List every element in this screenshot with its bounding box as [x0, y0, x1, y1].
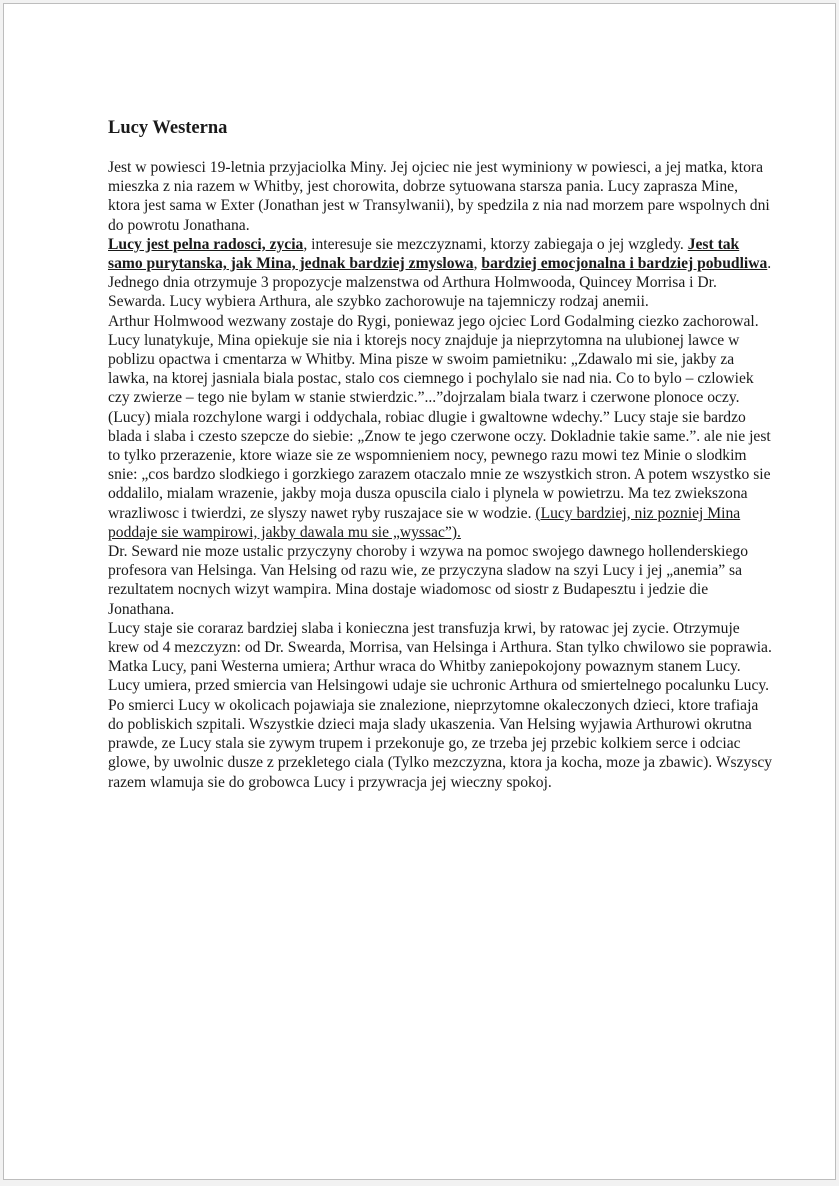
paragraph-text: Po smierci Lucy w okolicach pojawiaja sie znalezione, nieprzytomne okaleczonych dzieci, ktore trafiaja do pobliskich szpitali. Wszystkie dzieci maja slady ukaszenia. Van Helsing wyjawia Arthurowi okrutna prawde, ze Lucy stala sie zywym trupem i przekonuje go, ze trzeba jej przebic kolkiem serce i odciac glowe, by uwolnic dusze z przekletego ciala (Tylko mezczyzna, ktora ja kocha, moze ja zbawic). Wszyscy razem wlamuja sie do grobowca Lucy i przywracja jej wieczny spokoj.: [108, 696, 773, 791]
document-title: Lucy Westerna: [108, 118, 228, 138]
paragraph-text: Dr. Seward nie moze ustalic przyczyny choroby i wzywa na pomoc swojego dawnego hollenderskiego profesora van Helsinga. Van Helsing od razu wie, ze przyczyna sladow na szyi Lucy i jej „anemia” sa rezultatem nocnych wizyt wampira. Mina dostaje wiadomosc od siostr z Budapesztu i jedzie die Jonathana.: [108, 543, 749, 618]
underlined-text: (Lucy bardziej, niz pozniej Mina poddaje sie wampirowi, jakby dawala mu sie „wyssac”).: [108, 504, 741, 541]
paragraph: [108, 235, 773, 312]
paragraph: [108, 696, 773, 792]
paragraph: [108, 676, 773, 695]
document-body: [108, 158, 773, 792]
paragraph-text: . Jednego dnia otrzymuje 3 propozycje malzenstwa od Arthura Holmwooda, Quincey Morrisa i Dr. Sewarda. Lucy wybiera Arthura, ale szybko zachorowuje na tajemniczy rodzaj anemii.: [108, 255, 772, 311]
paragraph-text: Jest w powiesci 19-letnia przyjaciolka Miny. Jej ojciec nie jest wyminiony w powiesci, a jej matka, ktora mieszka z nia razem w Whitby, jest chorowita, dobrze sytuowana starsza pania. Lucy zaprasza Mine, ktora jest sama w Exter (Jonathan jest w Transylwanii), by spedzila z nia nad morzem pare wspolnych dni do powrotu Jonathana.: [108, 159, 770, 234]
emphasized-text: bardziej emocjonalna i bardziej pobudliwa: [481, 255, 768, 273]
paragraph: [108, 158, 773, 235]
paragraph-text: Lucy staje sie coraraz bardziej slaba i konieczna jest transfuzja krwi, by ratowac jej zycie. Otrzymuje krew od 4 mezczyzn: od Dr. Swearda, Morrisa, van Helsinga i Arthura. Stan tylko chwilowo sie poprawia. Matka Lucy, pani Westerna umiera; Arthur wraca do Whitby zaniepokojony powaznym stanem Lucy.: [108, 619, 772, 676]
paragraph: [108, 312, 773, 542]
paragraph-text: , interesuje sie mezczyznami, ktorzy zabiegaja o jej wzgledy.: [303, 235, 688, 253]
emphasized-text: Jest tak samo purytanska, jak Mina, jednak bardziej zmyslowa: [108, 235, 740, 273]
paragraph: [108, 542, 773, 619]
paragraph: [108, 619, 773, 677]
paragraph-text: ,: [473, 255, 482, 273]
document-page: [3, 3, 836, 1180]
paragraph-text: Arthur Holmwood wezwany zostaje do Rygi, poniewaz jego ojciec Lord Godalming ciezko zachorowal. Lucy lunatykuje, Mina opiekuje sie nia i ktorejs nocy znajduje ja nieprzytomna na ulubionej lawce w poblizu opactwa i cmentarza w Whitby. Mina pisze w swoim pamietniku: „Zdawalo mi sie, jakby za lawka, na ktorej jasniala biala postac, stalo cos ciemnego i pochylalo sie nad nia. Co to bylo – czlowiek czy zwierze – tego nie bylam w stanie stwierdzic.”...”dojrzalam biala twarz i czerwone plonoce oczy. (Lucy) miala rozchylone wargi i oddychala, robiac dlugie i gwaltowne wdechy.” Lucy staje sie bardzo blada i slaba i czesto szepcze do siebie: „Znow te jego czerwone oczy. Dokladnie takie same.”. ale nie jest to tylko przerazenie, ktore wiaze sie ze wspomnieniem nocy, pewnego razu mowi tez Minie o slodkim snie: „cos bardzo slodkiego i gorzkiego zarazem otaczalo mnie ze wszystkich stron. A potem wszystko sie oddalilo, mialam wrazenie, jakby moja dusza opuscila cialo i plynela w powietrzu. Ma tez zwiekszona wrazliwosc i twierdzi, ze slyszy nawet ryby ruszajace sie w wodzie.: [108, 312, 771, 522]
emphasized-text: Lucy jest pelna radosci, zycia: [108, 235, 304, 253]
paragraph-text: Lucy umiera, przed smiercia van Helsingowi udaje sie uchronic Arthura od smiertelnego pocalunku Lucy.: [108, 677, 770, 695]
